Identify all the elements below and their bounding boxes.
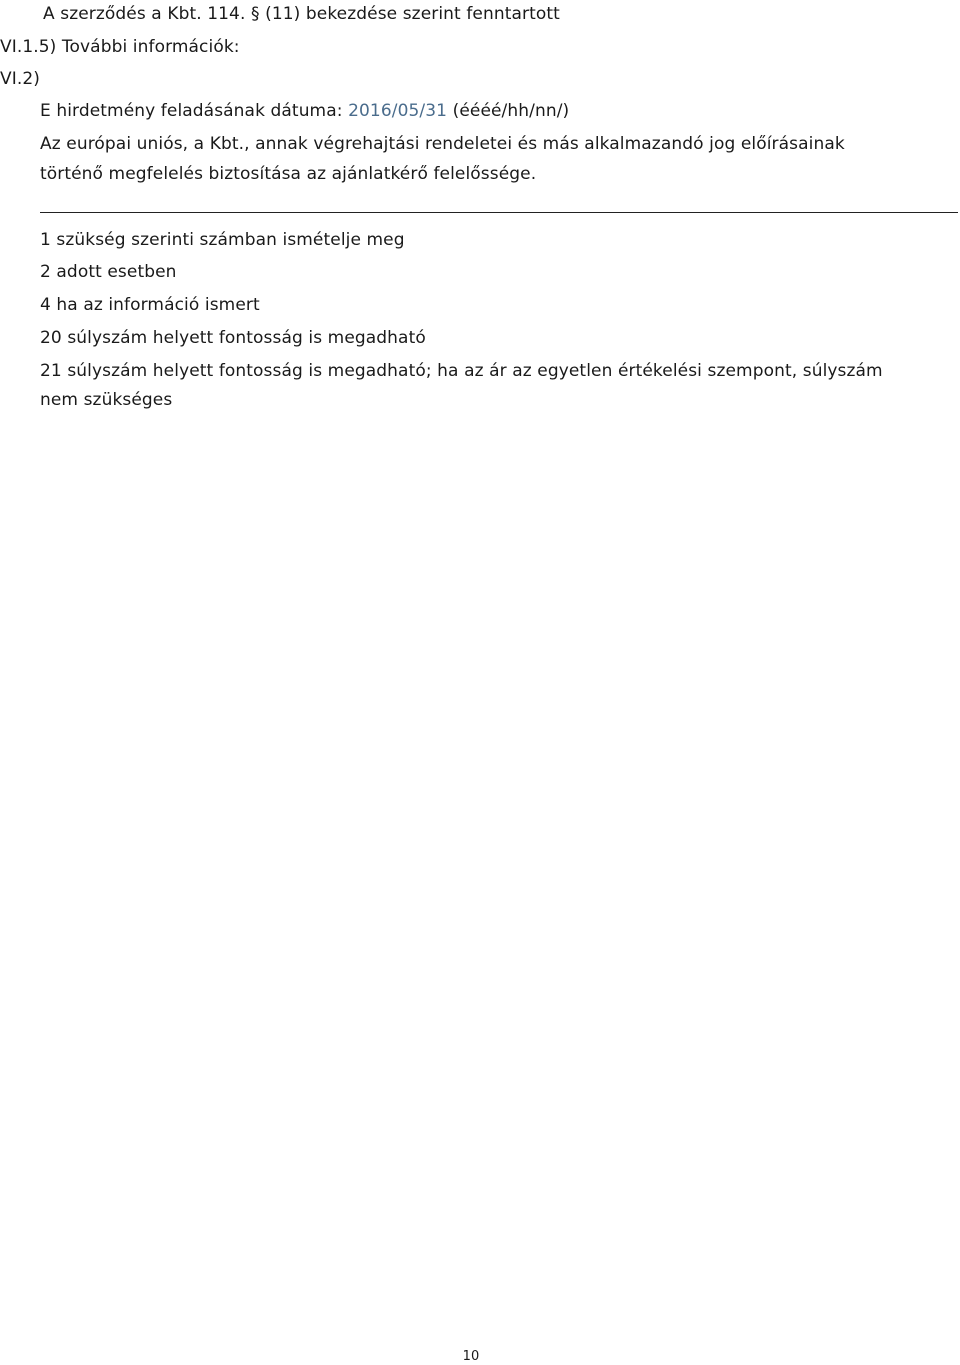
dispatch-date-format: (éééé/hh/nn/)	[452, 101, 570, 121]
footnote-item: 4 ha az információ ismert	[40, 295, 260, 315]
dispatch-date-label: E hirdetmény feladásának dátuma:	[40, 101, 343, 121]
dispatch-date-value: 2016/05/31	[348, 101, 448, 121]
footnote-item: 1 szükség szerinti számban ismételje meg	[40, 230, 405, 250]
footnote-item: 21 súlyszám helyett fontosság is megadható; ha az ár az egyetlen értékelési szempont, súlyszám	[40, 361, 883, 381]
reserved-contract-line: A szerződés a Kbt. 114. § (11) bekezdése szerint fenntartott	[43, 4, 560, 24]
footnote-item: nem szükséges	[40, 390, 173, 410]
footnote-item: 20 súlyszám helyett fontosság is megadható	[40, 328, 426, 348]
responsibility-text-line-2: történő megfelelés biztosítása az ajánlatkérő felelőssége.	[40, 164, 537, 184]
page-number: 10	[462, 1349, 480, 1364]
footnote-separator	[40, 212, 958, 213]
footnote-item: 2 adott esetben	[40, 262, 177, 282]
responsibility-text-line-1: Az európai uniós, a Kbt., annak végrehajtási rendeletei és más alkalmazandó jog előírásainak	[40, 134, 845, 154]
section-vi-2-heading: VI.2)	[0, 69, 40, 89]
section-vi-1-5-heading: VI.1.5) További információk:	[0, 37, 240, 57]
dispatch-date-line	[40, 100, 569, 122]
